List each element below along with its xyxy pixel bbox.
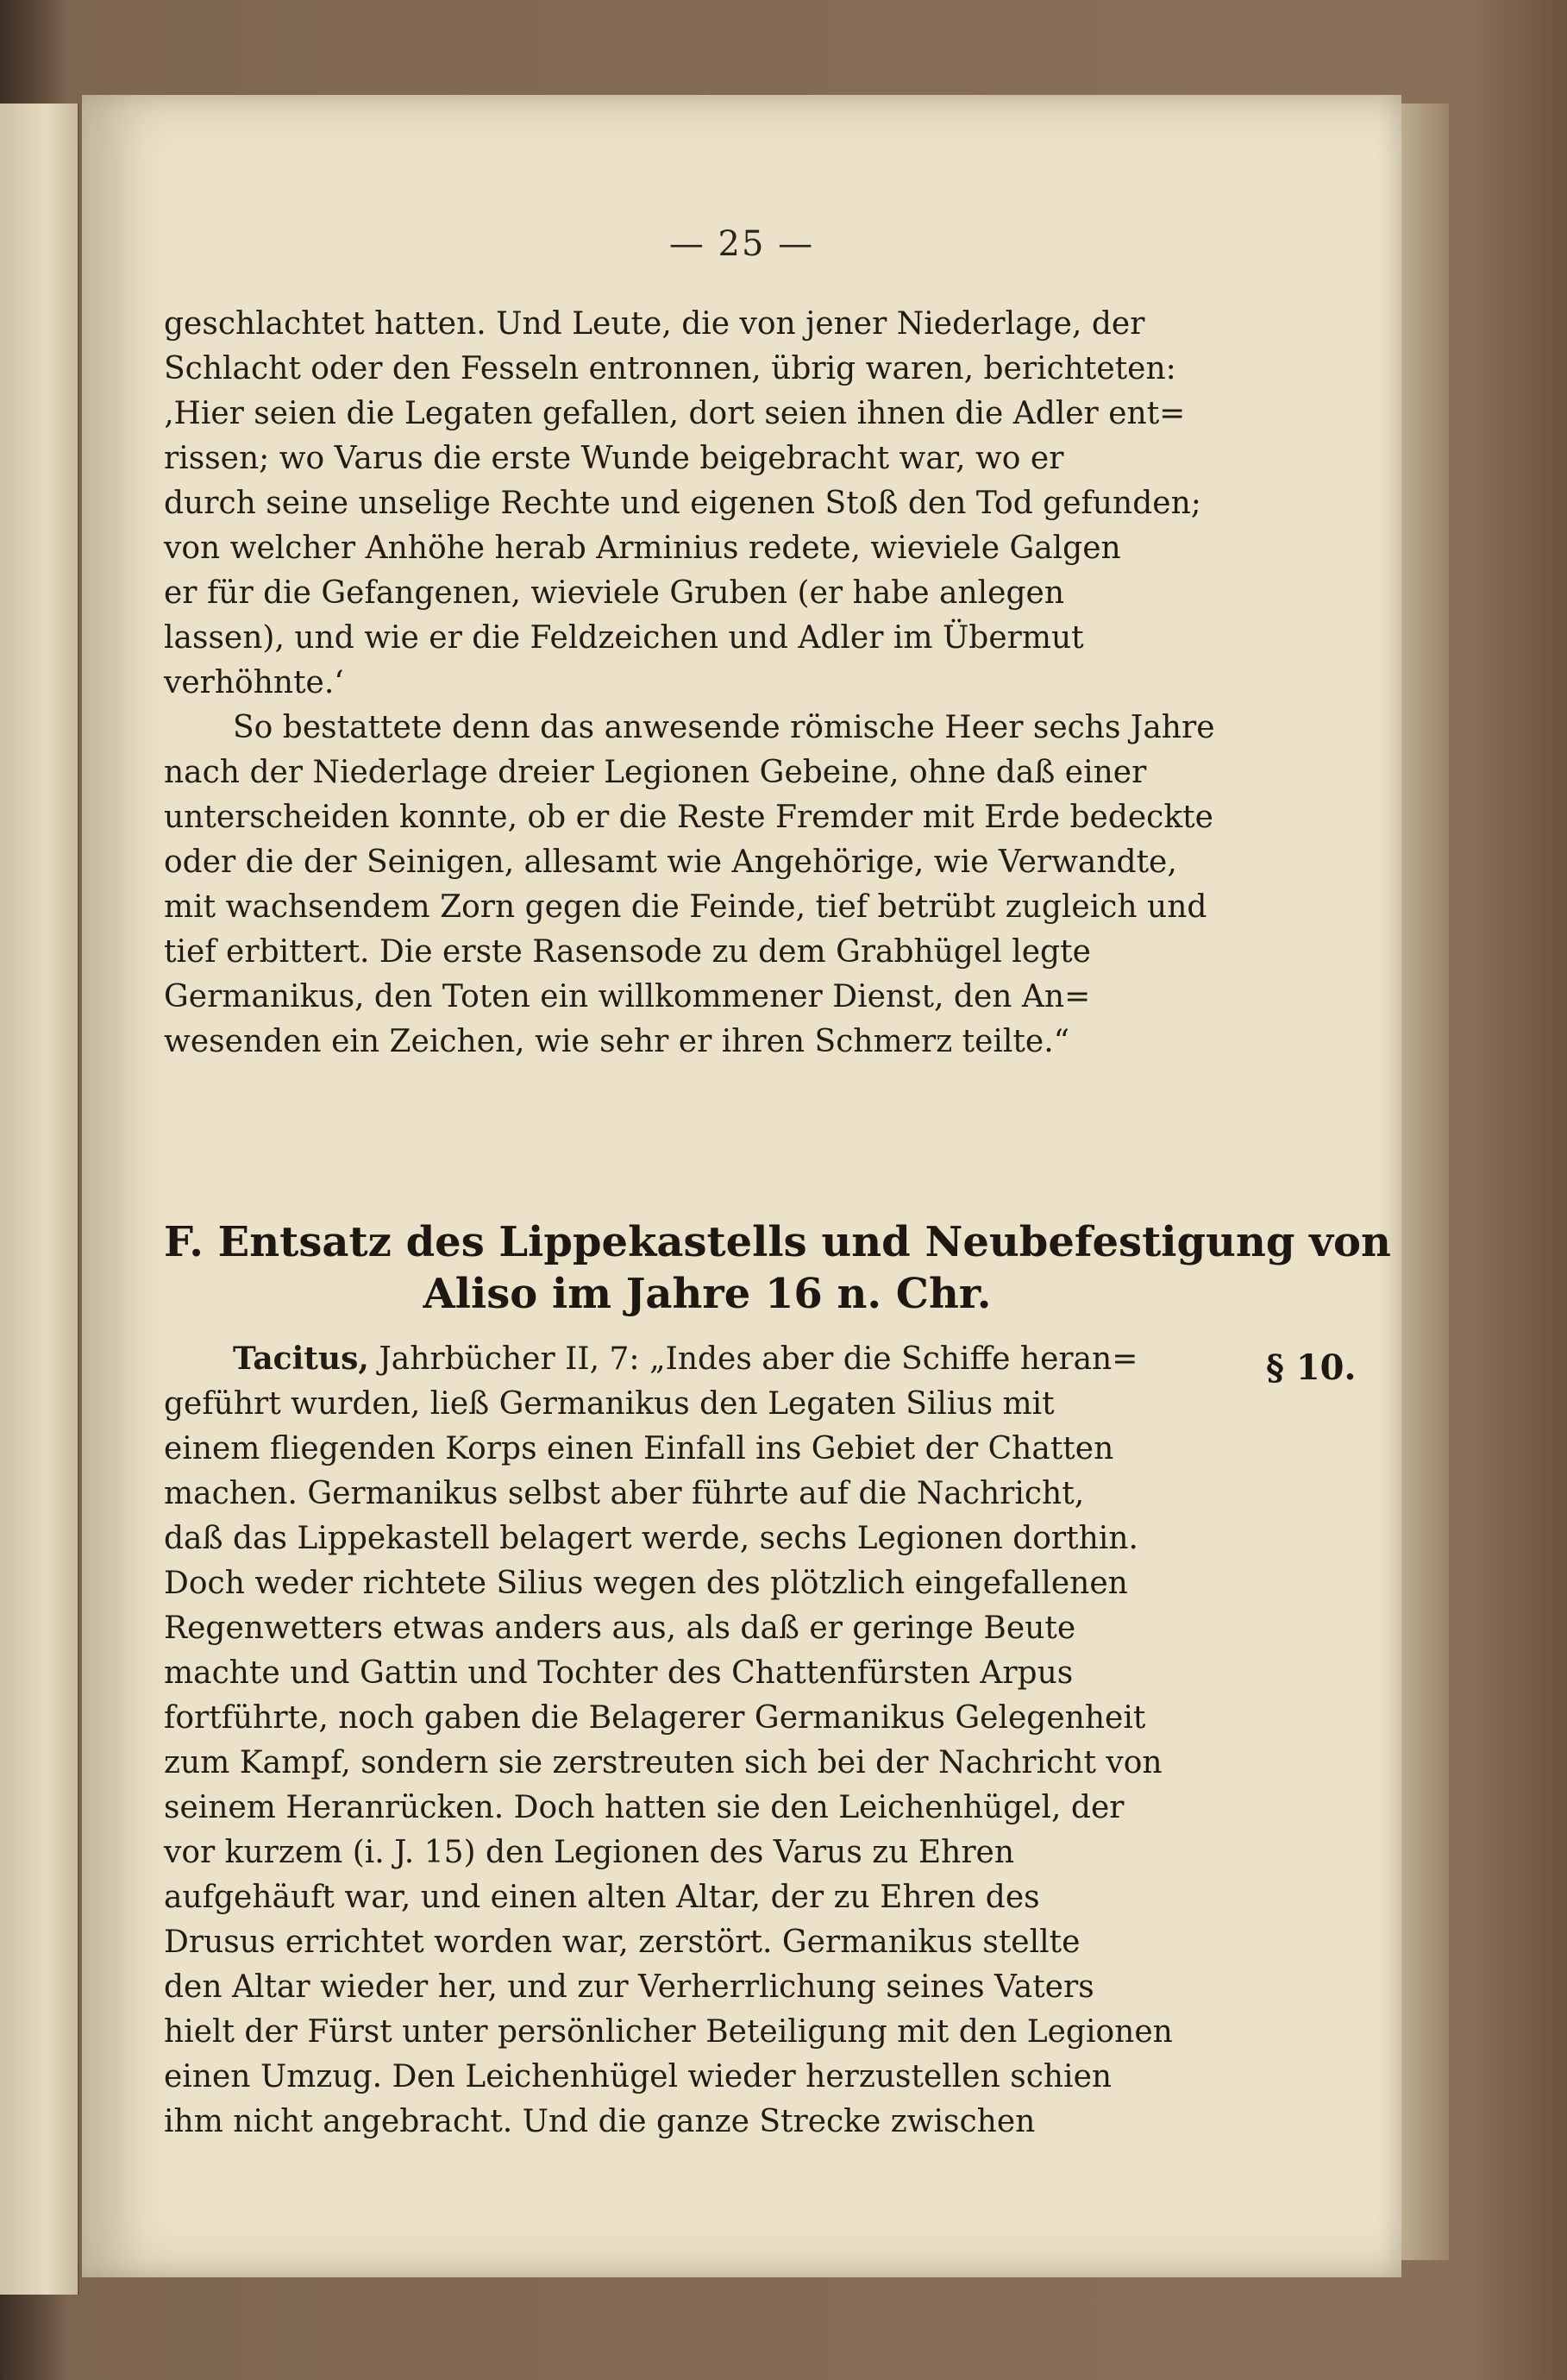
text-line: wesenden ein Zeichen, wie sehr er ihren Schmerz teilte.“: [164, 1024, 1070, 1059]
text-line: machen. Germanikus selbst aber führte auf die Nachricht,: [164, 1476, 1085, 1511]
text-line: machte und Gattin und Tochter des Chattenfürsten Arpus: [164, 1655, 1074, 1691]
text-line: von welcher Anhöhe herab Arminius redete, wieviele Galgen: [164, 531, 1121, 566]
text-line: Schlacht oder den Fesseln entronnen, übrig waren, berichteten:: [164, 351, 1176, 386]
text-line: unterscheiden konnte, ob er die Reste Fremder mit Erde bedeckte: [164, 800, 1213, 835]
text-line: Germanikus, den Toten ein willkommener Dienst, den An=: [164, 979, 1091, 1014]
text-line: geschlachtet hatten. Und Leute, die von jener Niederlage, der: [164, 306, 1145, 342]
text-line: den Altar wieder her, und zur Verherrlichung seines Vaters: [164, 1969, 1094, 2005]
text-line: verhöhnte.‘: [164, 665, 344, 700]
text-line: zum Kampf, sondern sie zerstreuten sich bei der Nachricht von: [164, 1745, 1163, 1780]
text-line: geführt wurden, ließ Germanikus den Legaten Silius mit: [164, 1386, 1055, 1422]
text-line: ‚Hier seien die Legaten gefallen, dort seien ihnen die Adler ent=: [164, 396, 1186, 431]
paragraph-3: [164, 1337, 1250, 2145]
text-line: einem fliegenden Korps einen Einfall ins Gebiet der Chatten: [164, 1431, 1114, 1466]
text-line: aufgehäuft war, und einen alten Altar, der zu Ehren des: [164, 1880, 1040, 1915]
text-line: seinem Heranrücken. Doch hatten sie den Leichenhügel, der: [164, 1790, 1125, 1825]
text-line: So bestattete denn das anwesende römische Heer sechs Jahre: [233, 710, 1215, 745]
heading-line-1: F. Entsatz des Lippekastells und Neubefestigung von: [164, 1218, 1391, 1266]
text-line: fortführte, noch gaben die Belagerer Germanikus Gelegenheit: [164, 1700, 1146, 1736]
text-line: lassen), und wie er die Feldzeichen und Adler im Übermut: [164, 620, 1084, 656]
text-line: Drusus errichtet worden war, zerstört. Germanikus stellte: [164, 1925, 1081, 1960]
text-line: hielt der Fürst unter persönlicher Beteiligung mit den Legionen: [164, 2014, 1173, 2050]
text-line: er für die Gefangenen, wieviele Gruben (er habe anlegen: [164, 575, 1064, 611]
text-line: oder die der Seinigen, allesamt wie Angehörige, wie Verwandte,: [164, 845, 1177, 880]
text-line: mit wachsendem Zorn gegen die Feinde, tief betrübt zugleich und: [164, 889, 1207, 925]
paragraph-1: [164, 302, 1250, 1064]
book-page: [82, 95, 1401, 2277]
page-number: — 25 —: [668, 224, 815, 264]
section-heading: [164, 1216, 1391, 1320]
text-line: ihm nicht angebracht. Und die ganze Strecke zwischen: [164, 2104, 1036, 2139]
source-author: Tacitus,: [233, 1341, 369, 1377]
text-line: einen Umzug. Den Leichenhügel wieder herzustellen schien: [164, 2059, 1113, 2094]
text-line: vor kurzem (i. J. 15) den Legionen des Varus zu Ehren: [164, 1835, 1015, 1870]
text-span: Jahrbücher II, 7: „Indes aber die Schiffe heran=: [368, 1341, 1138, 1377]
text-line: Doch weder richtete Silius wegen des plötzlich eingefallenen: [164, 1566, 1128, 1601]
text-line: daß das Lippekastell belagert werde, sechs Legionen dorthin.: [164, 1521, 1138, 1556]
text-line: rissen; wo Varus die erste Wunde beigebracht war, wo er: [164, 441, 1064, 476]
text-line: durch seine unselige Rechte und eigenen Stoß den Tod gefunden;: [164, 486, 1201, 521]
text-line: [164, 1337, 1250, 1382]
text-line: Regenwetters etwas anders aus, als daß er geringe Beute: [164, 1611, 1076, 1646]
text-line: nach der Niederlage dreier Legionen Gebeine, ohne daß einer: [164, 755, 1147, 790]
left-page-edge: [0, 104, 79, 2295]
text-line: tief erbittert. Die erste Rasensode zu dem Grabhügel legte: [164, 934, 1091, 970]
heading-line-2: Aliso im Jahre 16 n. Chr.: [423, 1270, 992, 1318]
section-number-margin-note: § 10.: [1266, 1347, 1357, 1388]
